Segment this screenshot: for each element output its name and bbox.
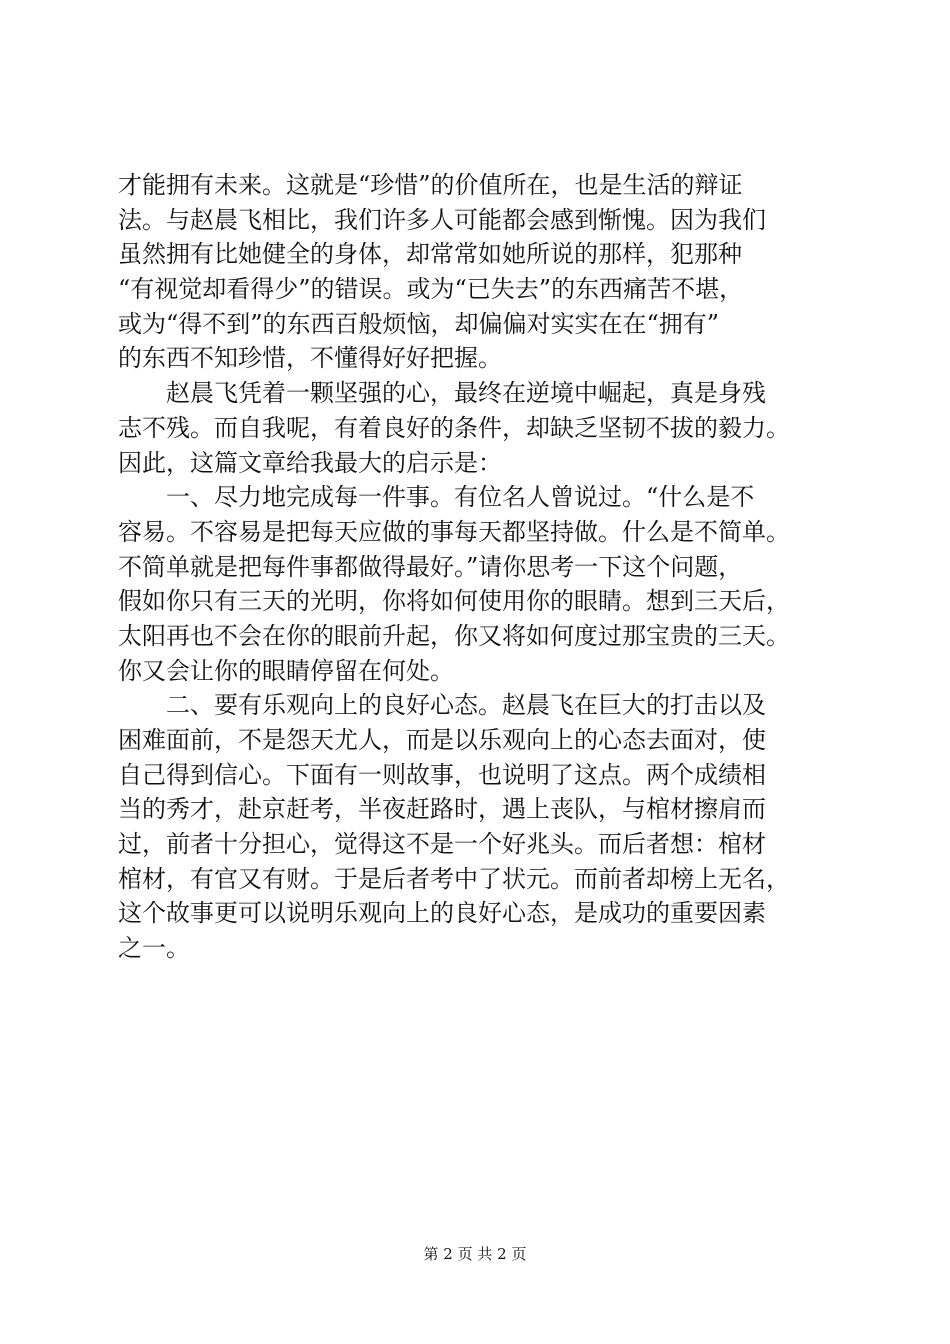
text-line: 法。与赵晨飞相比，我们许多人可能都会感到惭愧。因为我们 xyxy=(118,205,766,234)
text-line: 虽然拥有比她健全的身体，却常常如她所说的那样，犯那种 xyxy=(118,240,742,269)
text-line: 不简单就是把每件事都做得最好。”请你思考一下这个问题， xyxy=(118,552,743,581)
text-line: 才能拥有未来。这就是“珍惜”的价值所在，也是生活的辩证 xyxy=(118,171,743,199)
text-line: 过，前者十分担心，觉得这不是一个好兆头。而后者想：棺材 xyxy=(118,830,766,859)
text-line: 之一。 xyxy=(118,934,190,963)
text-line: 太阳再也不会在你的眼前升起，你又将如何度过那宝贵的三天。 xyxy=(118,621,790,650)
text-line: 假如你只有三天的光明，你将如何使用你的眼睛。想到三天后， xyxy=(118,587,790,616)
text-line: 困难面前，不是怨天尤人，而是以乐观向上的心态去面对，使 xyxy=(118,726,766,754)
text-line: 容易。不容易是把每天应做的事每天都坚持做。什么是不简单。 xyxy=(118,517,790,546)
text-line: 你又会让你的眼睛停留在何处。 xyxy=(118,656,454,685)
body-text xyxy=(118,168,838,966)
text-line: 自己得到信心。下面有一则故事，也说明了这点。两个成绩相 xyxy=(118,760,766,789)
text-line: “有视觉却看得少”的错误。或为“已失去”的东西痛苦不堪， xyxy=(118,275,744,304)
text-line: 的东西不知珍惜，不懂得好好把握。 xyxy=(118,344,502,373)
text-line: 一、尽力地完成每一件事。有位名人曾说过。“什么是不 xyxy=(118,483,755,512)
text-line: 因此，这篇文章给我最大的启示是： xyxy=(118,448,502,477)
text-line: 棺材，有官又有财。于是后者考中了状元。而前者却榜上无名， xyxy=(118,864,790,893)
text-line: 或为“得不到”的东西百般烦恼，却偏偏对实实在在“拥有” xyxy=(118,309,720,338)
text-line: 当的秀才，赴京赶考，半夜赶路时，遇上丧队，与棺材擦肩而 xyxy=(118,795,766,824)
page-number-footer: 第 2 页 共 2 页 xyxy=(423,1245,527,1263)
text-line: 志不残。而自我呢，有着良好的条件，却缺乏坚韧不拔的毅力。 xyxy=(118,413,790,442)
text-line: 这个故事更可以说明乐观向上的良好心态，是成功的重要因素 xyxy=(118,899,766,928)
text-line: 二、要有乐观向上的良好心态。赵晨飞在巨大的打击以及 xyxy=(118,691,766,720)
text-line: 赵晨飞凭着一颗坚强的心，最终在逆境中崛起，真是身残 xyxy=(118,379,766,408)
